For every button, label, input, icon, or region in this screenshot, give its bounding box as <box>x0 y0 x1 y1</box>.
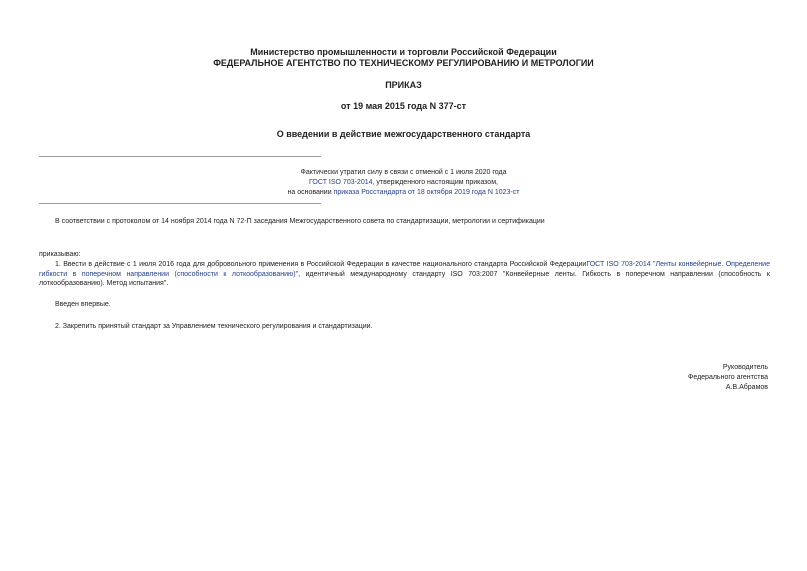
item-1-paragraph <box>39 260 770 289</box>
document-type: ПРИКАЗ <box>385 80 422 90</box>
intro-paragraph: В соответствии с протоколом от 14 ноября 2014 года N 72-П заседания Межгосударственного совета по стандартизации, метрологии и сертификации <box>55 218 545 225</box>
item-1-text-b: , идентичный международному стандарту ISO 703:2007 "Конвейерные ленты. Гибкость в поперечном направлении (способность к лоткообразованию). Метод испытания". <box>39 270 770 287</box>
document-title: О введении в действие межгосударственного стандарта <box>276 129 531 139</box>
notice-line-3 <box>0 188 807 197</box>
signature-position: Руководитель <box>722 364 768 371</box>
notice-line-3-text: на основании <box>287 189 334 196</box>
notice-line-2-text: , утвержденного настоящим приказом, <box>372 179 498 186</box>
gost-703-2014-link[interactable]: ГОСТ ISO 703-2014 "Ленты конвейерные. Определение гибкости в поперечном направлении (способности к лоткообразованию)" <box>39 261 770 278</box>
order-word: приказываю: <box>39 251 81 258</box>
top-divider <box>39 156 321 157</box>
item-2-paragraph: 2. Закрепить принятый стандарт за Управлением технического регулирования и стандартизации. <box>55 323 373 330</box>
document-date-number: от 19 мая 2015 года N 377-ст <box>340 101 467 111</box>
ministry-title: Министерство промышленности и торговли Российской Федерации <box>250 47 557 57</box>
notice-line-2 <box>0 178 807 187</box>
item-1-text-a: 1. Ввести в действие с 1 июля 2016 года для добровольного применения в Российской Федерации в качестве национального стандарта Российской Федерации <box>55 261 587 268</box>
agency-title: ФЕДЕРАЛЬНОЕ АГЕНТСТВО ПО ТЕХНИЧЕСКОМУ РЕГУЛИРОВАНИЮ И МЕТРОЛОГИИ <box>213 58 594 68</box>
bottom-divider <box>39 203 321 204</box>
notice-line-1: Фактически утратил силу в связи с отменой с 1 июля 2020 года <box>300 169 507 176</box>
introduced-note: Введен впервые. <box>55 301 111 308</box>
signature-block <box>568 363 768 393</box>
signature-organization: Федерального агентства <box>688 374 768 381</box>
signature-name: А.В.Абрамов <box>725 384 768 391</box>
rosstandart-order-link[interactable]: приказа Росстандарта от 18 октября 2019 года N 1023-ст <box>333 189 520 196</box>
gost-link[interactable]: ГОСТ ISO 703-2014 <box>309 179 373 186</box>
